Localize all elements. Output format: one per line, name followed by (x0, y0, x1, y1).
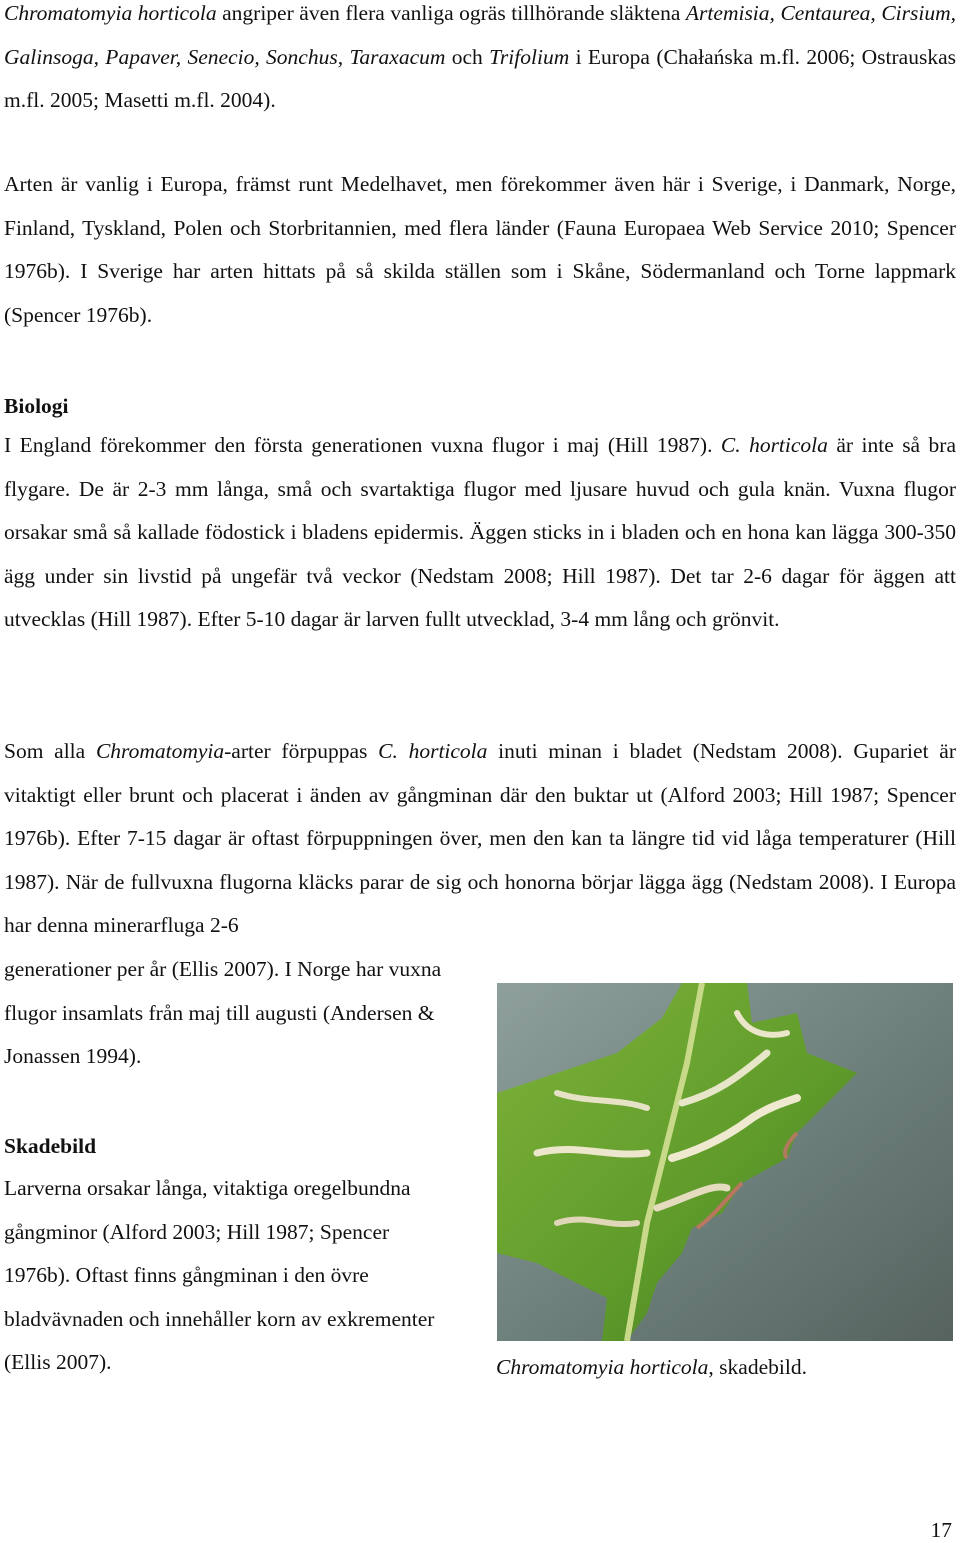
text-run: och (445, 44, 490, 69)
text-run: I England förekommer den första generationen vuxna flugor i maj (Hill 1987). (4, 433, 721, 457)
caption-text: , skadebild. (708, 1355, 807, 1379)
photo-caption (496, 1352, 956, 1382)
genera-list: Artemisia, Centaurea, Cirsium, Galinsoga, Papaver, Senecio, Sonchus, Taraxacum (4, 1, 956, 69)
heading-biologi: Biologi (4, 394, 69, 418)
paragraph-biology (4, 424, 956, 642)
leaf-mine-illustration (497, 983, 953, 1341)
text-run: i Europa (Chałańska m.fl. 2006; Ostrauskas m.fl. 2005; Masetti m.fl. 2004). (4, 44, 957, 112)
text-run: Som alla (4, 739, 96, 763)
caption-species: Chromatomyia horticola (496, 1355, 709, 1379)
genus-name: Trifolium (489, 44, 570, 69)
species-abbr: C. horticola (720, 433, 828, 457)
heading-skadebild: Skadebild (4, 1134, 97, 1158)
leaf-mine-photo (497, 983, 953, 1341)
species-abbr: C. horticola (378, 739, 488, 763)
paragraph-host-plants (4, 0, 956, 123)
paragraph-distribution: Arten är vanlig i Europa, främst runt Medelhavet, men förekommer även här i Sverige, i Danmark, Norge, Finland, Tyskland, Polen och Storbritannien, med flera länder (Fauna Europaea Web Service 2010; Spencer 1976b). I Sverige har arten hittats på så skilda ställen som i Skåne, Södermanland och Torne lappmark (Spencer 1976b). (4, 172, 956, 327)
text-run: är inte så bra flygare. De är 2-3 mm långa, små och svartaktiga flugor med ljusare huvud och gula knän. Vuxna flugor orsakar små så kallade födostick i bladens epidermis. Äggen sticks in i bladen och en hona kan lägga 300-350 ägg under sin livstid på ungefär två veckor (Nedstam 2008; Hill 1987). Det tar 2-6 dagar för äggen att utvecklas (Hill 1987). Efter 5-10 dagar är larven fullt utvecklad, 3-4 mm lång och grönvit. (4, 433, 956, 631)
genus-name: Chromatomyia (95, 739, 225, 763)
text-run: -arter förpuppas (224, 739, 379, 763)
page-number: 17 (930, 1518, 952, 1542)
text-run: inuti minan i bladet (Nedstam 2008). Gupariet är vitaktigt eller brunt och placerat i änden av gångminan där den buktar ut (Alford 2003; Hill 1987; Spencer 1976b). Efter 7-15 dagar är oftast förpuppningen över, men den kan ta längre tid vid låga temperaturer (Hill 1987). När de fullvuxna flugorna kläcks parar de sig och honorna börjar lägga ägg (Nedstam 2008). I Europa har denna minerarfluga 2-6 (4, 739, 956, 937)
paragraph-damage: Larverna orsakar långa, vitaktiga oregelbundna gångminor (Alford 2003; Hill 1987; Spencer 1976b). Oftast finns gångminan i den övre bladvävnaden och innehåller korn av exkrementer (Ellis 2007). (4, 1176, 435, 1374)
text-run: angriper även flera vanliga ogräs tillhörande släktena (216, 1, 686, 25)
paragraph-pupation (4, 730, 956, 948)
paragraph-generations: generationer per år (Ellis 2007). I Norge har vuxna flugor insamlats från maj till augusti (Andersen & Jonassen 1994). (4, 957, 442, 1068)
species-name: Chromatomyia horticola (4, 1, 217, 25)
